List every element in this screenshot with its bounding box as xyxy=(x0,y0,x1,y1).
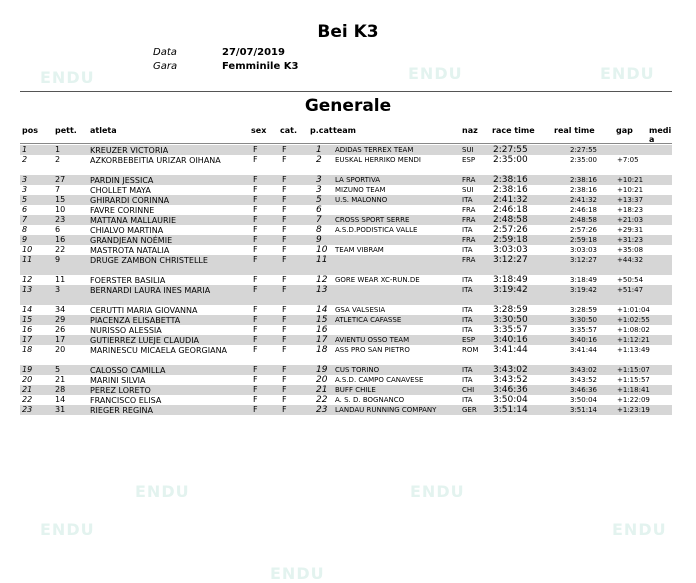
cell-team: EUSKAL HERRIKO MENDI xyxy=(335,156,421,164)
cell-cat: F xyxy=(282,235,287,244)
cell-real-time: 2:59:18 xyxy=(570,236,597,244)
table-row xyxy=(20,385,672,395)
table-row xyxy=(20,175,672,185)
cell-cat: F xyxy=(282,335,287,344)
table-row xyxy=(20,335,672,345)
cell-naz: ITA xyxy=(462,276,473,284)
cell-real-time: 3:40:16 xyxy=(570,336,597,344)
table-row xyxy=(20,285,672,305)
cell-cat: F xyxy=(282,375,287,384)
cell-sex: F xyxy=(253,345,258,354)
col-header-sex: sex xyxy=(251,126,267,135)
col-header-gap: gap xyxy=(616,126,633,135)
cell-team: BUFF CHILE xyxy=(335,386,376,394)
cell-pcat: 12 xyxy=(316,275,328,285)
cell-naz: ITA xyxy=(462,306,473,314)
cell-team: U.S. MALONNO xyxy=(335,196,388,204)
cell-real-time: 3:18:49 xyxy=(570,276,597,284)
cell-sex: F xyxy=(253,285,258,294)
cell-cat: F xyxy=(282,395,287,404)
cell-pett: 15 xyxy=(55,195,66,204)
date-value: 27/07/2019 xyxy=(222,47,285,58)
cell-sex: F xyxy=(253,315,258,324)
watermark: ENDU xyxy=(40,520,95,539)
cell-pos: 20 xyxy=(22,375,33,384)
cell-pcat: 17 xyxy=(316,335,328,345)
cell-naz: SUI xyxy=(462,186,474,194)
cell-real-time: 3:19:42 xyxy=(570,286,597,294)
cell-sex: F xyxy=(253,245,258,254)
cell-cat: F xyxy=(282,225,287,234)
cell-sex: F xyxy=(253,395,258,404)
cell-real-time: 2:35:00 xyxy=(570,156,597,164)
cell-pcat: 5 xyxy=(316,195,322,205)
cell-team: ASS PRO SAN PIETRO xyxy=(335,346,410,354)
cell-cat: F xyxy=(282,315,287,324)
cell-team: LA SPORTIVA xyxy=(335,176,381,184)
table-row xyxy=(20,395,672,405)
table-row xyxy=(20,255,672,275)
watermark: ENDU xyxy=(410,482,465,501)
cell-pcat: 2 xyxy=(316,155,322,165)
cell-pett: 14 xyxy=(55,395,66,404)
cell-name: CHOLLET MAYA xyxy=(90,186,151,195)
cell-gap: +1:23:19 xyxy=(617,406,650,414)
table-row xyxy=(20,275,672,285)
cell-race-time: 2:27:55 xyxy=(493,145,528,155)
cell-name: FRANCISCO ELISA xyxy=(90,396,162,405)
cell-sex: F xyxy=(253,225,258,234)
table-row xyxy=(20,155,672,175)
cell-race-time: 2:41:32 xyxy=(493,195,528,205)
cell-sex: F xyxy=(253,215,258,224)
watermark: ENDU xyxy=(135,482,190,501)
cell-pett: 6 xyxy=(55,225,61,234)
cell-real-time: 2:57:26 xyxy=(570,226,597,234)
cell-cat: F xyxy=(282,175,287,184)
cell-race-time: 3:51:14 xyxy=(493,405,528,415)
cell-real-time: 3:12:27 xyxy=(570,256,597,264)
cell-pett: 5 xyxy=(55,365,61,374)
cell-pos: 2 xyxy=(22,155,28,164)
cell-pcat: 9 xyxy=(316,235,322,245)
cell-team: A. S. D. BOGNANCO xyxy=(335,396,405,404)
cell-real-time: 3:46:36 xyxy=(570,386,597,394)
cell-name: MASTROTA NATALIA xyxy=(90,246,170,255)
cell-naz: CHI xyxy=(462,386,475,394)
cell-pcat: 7 xyxy=(316,215,322,225)
cell-pett: 9 xyxy=(55,255,61,264)
cell-sex: F xyxy=(253,325,258,334)
cell-name: MATTANA MALLAURIE xyxy=(90,216,177,225)
cell-cat: F xyxy=(282,275,287,284)
table-row xyxy=(20,365,672,375)
cell-real-time: 3:28:59 xyxy=(570,306,597,314)
col-header-pett: pett. xyxy=(55,126,77,135)
cell-pcat: 10 xyxy=(316,245,328,255)
col-header-media: medi a xyxy=(649,126,672,144)
cell-gap: +1:01:04 xyxy=(617,306,650,314)
table-row xyxy=(20,195,672,205)
cell-race-time: 2:48:58 xyxy=(493,215,528,225)
cell-name: KREUZER VICTORIA xyxy=(90,146,169,155)
cell-sex: F xyxy=(253,275,258,284)
table-row xyxy=(20,145,672,155)
cell-pos: 8 xyxy=(22,225,28,234)
cell-naz: FRA xyxy=(462,256,476,264)
cell-pett: 22 xyxy=(55,245,66,254)
cell-name: PIACENZA ELISABETTA xyxy=(90,316,181,325)
cell-pos: 12 xyxy=(22,275,33,284)
cell-race-time: 3:43:52 xyxy=(493,375,528,385)
watermark: ENDU xyxy=(40,68,95,87)
cell-pos: 19 xyxy=(22,365,33,374)
cell-pett: 31 xyxy=(55,405,66,414)
cell-pcat: 8 xyxy=(316,225,322,235)
cell-gap: +1:02:55 xyxy=(617,316,650,324)
cell-name: NURISSO ALESSIA xyxy=(90,326,162,335)
cell-sex: F xyxy=(253,195,258,204)
cell-name: GUTIERREZ LUEJE CLAUDIA xyxy=(90,336,200,345)
cell-pos: 1 xyxy=(22,145,28,154)
cell-race-time: 3:41:44 xyxy=(493,345,528,355)
cell-cat: F xyxy=(282,305,287,314)
cell-cat: F xyxy=(282,185,287,194)
cell-pos: 10 xyxy=(22,245,33,254)
table-row xyxy=(20,205,672,215)
cell-team: ADIDAS TERREX TEAM xyxy=(335,146,414,154)
cell-sex: F xyxy=(253,365,258,374)
cell-name: FAVRE CORINNE xyxy=(90,206,155,215)
cell-pett: 2 xyxy=(55,155,61,164)
cell-sex: F xyxy=(253,175,258,184)
cell-pos: 7 xyxy=(22,215,28,224)
cell-naz: ITA xyxy=(462,366,473,374)
cell-real-time: 3:41:44 xyxy=(570,346,597,354)
table-row xyxy=(20,225,672,235)
cell-name: MARINESCU MICAELA GEORGIANA xyxy=(90,346,228,355)
cell-team: A.S.D. CAMPO CANAVESE xyxy=(335,376,424,384)
cell-gap: +21:03 xyxy=(617,216,644,224)
cell-gap: +29:31 xyxy=(617,226,644,234)
col-header-naz: naz xyxy=(462,126,478,135)
col-header-pos: pos xyxy=(22,126,38,135)
race-label: Gara xyxy=(153,61,178,72)
cell-team: CUS TORINO xyxy=(335,366,380,374)
cell-name: AZKORBEBEITIA URIZAR OIHANA xyxy=(90,156,221,165)
cell-gap: +44:32 xyxy=(617,256,644,264)
cell-race-time: 3:12:27 xyxy=(493,255,528,265)
cell-naz: SUI xyxy=(462,146,474,154)
cell-sex: F xyxy=(253,335,258,344)
cell-name: RIEGER REGINA xyxy=(90,406,153,415)
cell-name: CHIALVO MARTINA xyxy=(90,226,164,235)
cell-naz: FRA xyxy=(462,236,476,244)
cell-gap: +10:21 xyxy=(617,176,644,184)
cell-sex: F xyxy=(253,405,258,414)
cell-name: PARDIN JESSICA xyxy=(90,176,154,185)
cell-pcat: 15 xyxy=(316,315,328,325)
cell-naz: ITA xyxy=(462,396,473,404)
watermark: ENDU xyxy=(600,64,655,83)
cell-pos: 22 xyxy=(22,395,33,404)
cell-team: ATLETICA CAFASSE xyxy=(335,316,402,324)
cell-gap: +13:37 xyxy=(617,196,644,204)
cell-sex: F xyxy=(253,255,258,264)
cell-cat: F xyxy=(282,385,287,394)
cell-cat: F xyxy=(282,155,287,164)
cell-pett: 34 xyxy=(55,305,66,314)
cell-pcat: 14 xyxy=(316,305,328,315)
table-row xyxy=(20,215,672,225)
cell-race-time: 2:38:16 xyxy=(493,175,528,185)
cell-pos: 5 xyxy=(22,195,28,204)
cell-gap: +31:23 xyxy=(617,236,644,244)
table-row xyxy=(20,305,672,315)
cell-naz: ROM xyxy=(462,346,479,354)
table-row xyxy=(20,405,672,415)
cell-naz: ESP xyxy=(462,336,476,344)
cell-pos: 6 xyxy=(22,205,28,214)
cell-pett: 27 xyxy=(55,175,66,184)
cell-name: CALOSSO CAMILLA xyxy=(90,366,166,375)
cell-name: FOERSTER BASILIA xyxy=(90,276,166,285)
cell-pcat: 18 xyxy=(316,345,328,355)
cell-real-time: 3:43:52 xyxy=(570,376,597,384)
cell-cat: F xyxy=(282,145,287,154)
cell-naz: ITA xyxy=(462,226,473,234)
cell-gap: +1:15:07 xyxy=(617,366,650,374)
watermark: ENDU xyxy=(270,564,325,583)
cell-gap: +1:22:09 xyxy=(617,396,650,404)
cell-pos: 16 xyxy=(22,325,33,334)
cell-pett: 10 xyxy=(55,205,66,214)
cell-sex: F xyxy=(253,235,258,244)
cell-pett: 26 xyxy=(55,325,66,334)
cell-gap: +1:13:49 xyxy=(617,346,650,354)
cell-race-time: 3:30:50 xyxy=(493,315,528,325)
cell-pcat: 3 xyxy=(316,185,322,195)
cell-sex: F xyxy=(253,185,258,194)
cell-naz: GER xyxy=(462,406,477,414)
col-header-race-time: race time xyxy=(492,126,535,135)
col-header-cat: cat. xyxy=(280,126,298,135)
cell-pett: 28 xyxy=(55,385,66,394)
cell-cat: F xyxy=(282,325,287,334)
cell-real-time: 3:50:04 xyxy=(570,396,597,404)
cell-real-time: 3:03:03 xyxy=(570,246,597,254)
cell-cat: F xyxy=(282,345,287,354)
cell-cat: F xyxy=(282,255,287,264)
table-row xyxy=(20,185,672,195)
cell-name: DRUGE ZAMBON CHRISTELLE xyxy=(90,256,208,265)
cell-pcat: 13 xyxy=(316,285,328,295)
cell-real-time: 3:30:50 xyxy=(570,316,597,324)
table-row xyxy=(20,345,672,365)
date-label: Data xyxy=(153,47,177,58)
cell-team: MIZUNO TEAM xyxy=(335,186,386,194)
cell-cat: F xyxy=(282,405,287,414)
cell-name: MARINI SILVIA xyxy=(90,376,146,385)
cell-gap: +7:05 xyxy=(617,156,639,164)
cell-name: GHIRARDI CORINNA xyxy=(90,196,170,205)
table-row xyxy=(20,315,672,325)
cell-cat: F xyxy=(282,245,287,254)
cell-race-time: 2:35:00 xyxy=(493,155,528,165)
cell-naz: ITA xyxy=(462,376,473,384)
cell-race-time: 3:40:16 xyxy=(493,335,528,345)
cell-naz: FRA xyxy=(462,216,476,224)
cell-name: BERNARDI LAURA INES MARIA xyxy=(90,286,211,295)
cell-race-time: 3:43:02 xyxy=(493,365,528,375)
cell-pcat: 1 xyxy=(316,145,322,155)
cell-sex: F xyxy=(253,155,258,164)
cell-team: A.S.D.PODISTICA VALLE xyxy=(335,226,418,234)
cell-pos: 3 xyxy=(22,185,28,194)
cell-pett: 23 xyxy=(55,215,66,224)
cell-sex: F xyxy=(253,305,258,314)
cell-name: PEREZ LORETO xyxy=(90,386,151,395)
col-header-team: team xyxy=(333,126,356,135)
cell-gap: +51:47 xyxy=(617,286,644,294)
col-header-atleta: atleta xyxy=(90,126,117,135)
cell-team: AVIENTU OSSO TEAM xyxy=(335,336,410,344)
cell-pett: 7 xyxy=(55,185,61,194)
cell-pcat: 11 xyxy=(316,255,328,265)
col-header-real-time: real time xyxy=(554,126,595,135)
table-row xyxy=(20,235,672,245)
cell-race-time: 3:03:03 xyxy=(493,245,528,255)
cell-pcat: 20 xyxy=(316,375,328,385)
divider xyxy=(20,91,672,92)
cell-naz: ITA xyxy=(462,286,473,294)
cell-team: CROSS SPORT SERRE xyxy=(335,216,410,224)
cell-pos: 17 xyxy=(22,335,33,344)
cell-naz: FRA xyxy=(462,176,476,184)
cell-team: TEAM VIBRAM xyxy=(335,246,384,254)
cell-race-time: 2:59:18 xyxy=(493,235,528,245)
cell-real-time: 2:27:55 xyxy=(570,146,597,154)
cell-pos: 23 xyxy=(22,405,33,414)
cell-team: GORE WEAR XC-RUN.DE xyxy=(335,276,420,284)
cell-real-time: 2:48:58 xyxy=(570,216,597,224)
cell-naz: FRA xyxy=(462,206,476,214)
cell-pcat: 23 xyxy=(316,405,328,415)
cell-race-time: 2:57:26 xyxy=(493,225,528,235)
cell-naz: ITA xyxy=(462,246,473,254)
cell-race-time: 3:46:36 xyxy=(493,385,528,395)
watermark: ENDU xyxy=(612,520,667,539)
cell-pos: 11 xyxy=(22,255,33,264)
cell-pos: 15 xyxy=(22,315,33,324)
cell-naz: ITA xyxy=(462,316,473,324)
page-title: Bei K3 xyxy=(317,22,379,42)
cell-pett: 16 xyxy=(55,235,66,244)
cell-real-time: 2:38:16 xyxy=(570,176,597,184)
cell-race-time: 2:38:16 xyxy=(493,185,528,195)
cell-pos: 21 xyxy=(22,385,33,394)
cell-real-time: 3:35:57 xyxy=(570,326,597,334)
table-row xyxy=(20,375,672,385)
cell-name: GRANDJEAN NOÉMIE xyxy=(90,236,173,245)
cell-pos: 14 xyxy=(22,305,33,314)
section-title: Generale xyxy=(304,96,392,116)
cell-pett: 17 xyxy=(55,335,66,344)
cell-cat: F xyxy=(282,285,287,294)
cell-pcat: 16 xyxy=(316,325,328,335)
cell-pett: 20 xyxy=(55,345,66,354)
cell-pett: 3 xyxy=(55,285,61,294)
cell-pett: 11 xyxy=(55,275,66,284)
cell-cat: F xyxy=(282,195,287,204)
cell-gap: +1:12:21 xyxy=(617,336,650,344)
cell-gap: +50:54 xyxy=(617,276,644,284)
cell-team: GSA VALSESIA xyxy=(335,306,386,314)
cell-real-time: 3:43:02 xyxy=(570,366,597,374)
cell-gap: +35:08 xyxy=(617,246,644,254)
cell-real-time: 2:38:16 xyxy=(570,186,597,194)
cell-race-time: 2:46:18 xyxy=(493,205,528,215)
cell-team: LANDAU RUNNING COMPANY xyxy=(335,406,437,414)
cell-race-time: 3:50:04 xyxy=(493,395,528,405)
table-row xyxy=(20,245,672,255)
watermark: ENDU xyxy=(408,64,463,83)
cell-sex: F xyxy=(253,205,258,214)
cell-naz: ESP xyxy=(462,156,476,164)
cell-sex: F xyxy=(253,385,258,394)
cell-real-time: 3:51:14 xyxy=(570,406,597,414)
cell-pcat: 21 xyxy=(316,385,328,395)
cell-race-time: 3:18:49 xyxy=(493,275,528,285)
cell-real-time: 2:46:18 xyxy=(570,206,597,214)
cell-pos: 3 xyxy=(22,175,28,184)
cell-naz: ITA xyxy=(462,196,473,204)
cell-pett: 1 xyxy=(55,145,61,154)
race-value: Femminile K3 xyxy=(222,61,299,72)
cell-sex: F xyxy=(253,145,258,154)
cell-naz: ITA xyxy=(462,326,473,334)
cell-gap: +1:18:41 xyxy=(617,386,650,394)
cell-race-time: 3:28:59 xyxy=(493,305,528,315)
cell-cat: F xyxy=(282,215,287,224)
cell-pcat: 3 xyxy=(316,175,322,185)
cell-race-time: 3:35:57 xyxy=(493,325,528,335)
cell-gap: +10:21 xyxy=(617,186,644,194)
cell-pcat: 22 xyxy=(316,395,328,405)
cell-gap: +1:08:02 xyxy=(617,326,650,334)
cell-gap: +1:15:57 xyxy=(617,376,650,384)
cell-pos: 18 xyxy=(22,345,33,354)
cell-pett: 29 xyxy=(55,315,66,324)
cell-gap: +18:23 xyxy=(617,206,644,214)
cell-pos: 9 xyxy=(22,235,28,244)
cell-pcat: 19 xyxy=(316,365,328,375)
cell-name: CERUTTI MARIA GIOVANNA xyxy=(90,306,198,315)
cell-cat: F xyxy=(282,365,287,374)
col-header-pcat: p.cat xyxy=(310,126,333,135)
cell-pett: 21 xyxy=(55,375,66,384)
cell-sex: F xyxy=(253,375,258,384)
cell-pos: 13 xyxy=(22,285,33,294)
cell-pcat: 6 xyxy=(316,205,322,215)
cell-cat: F xyxy=(282,205,287,214)
table-row xyxy=(20,325,672,335)
cell-race-time: 3:19:42 xyxy=(493,285,528,295)
cell-real-time: 2:41:32 xyxy=(570,196,597,204)
header-divider xyxy=(20,143,672,144)
